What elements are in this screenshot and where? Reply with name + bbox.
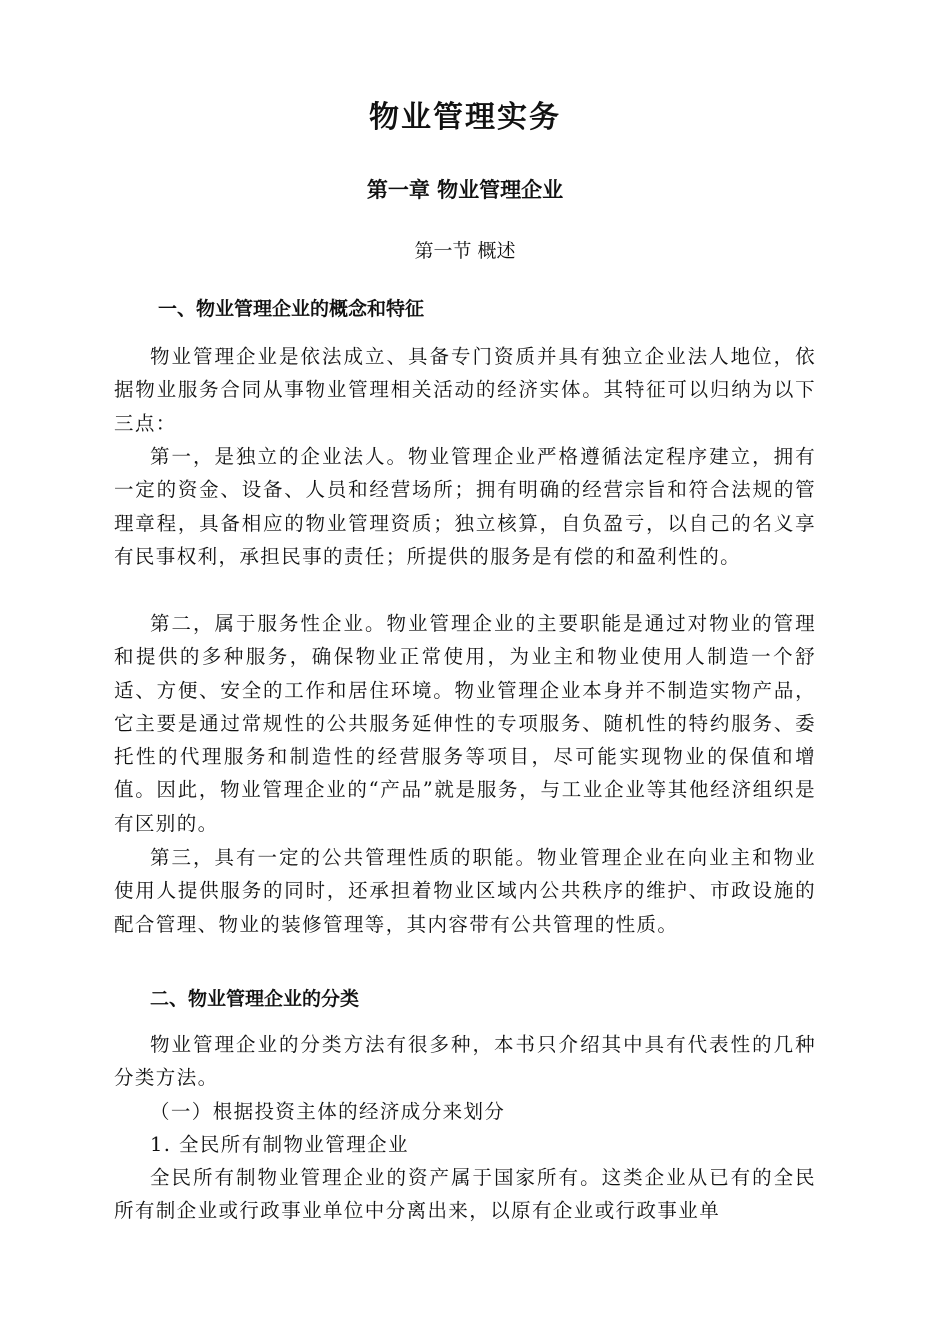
paragraph-classification-intro: 物业管理企业的分类方法有很多种，本书只介绍其中具有代表性的几种分类方法。 — [114, 1033, 816, 1090]
document-title: 物业管理实务 — [369, 100, 561, 135]
section-title: 第一节 概述 — [414, 240, 516, 262]
heading-concept-features: 一、物业管理企业的概念和特征 — [158, 298, 425, 320]
paragraph-definition: 物业管理企业是依法成立、具备专门资质并具有独立企业法人地位，依据物业服务合同从事物业管理相关活动的经济实体。其特征可以归纳为以下三点： — [114, 345, 816, 435]
heading-classification: 二、物业管理企业的分类 — [150, 988, 360, 1010]
paragraph-feature-1: 第一，是独立的企业法人。物业管理企业严格遵循法定程序建立，拥有一定的资金、设备、人员和经营场所；拥有明确的经营宗旨和符合法规的管理章程，具备相应的物业管理资质；独立核算，自负盈亏，以自己的名义享有民事权利，承担民事的责任；所提供的服务是有偿的和盈利性的。 — [114, 445, 816, 568]
list-item-state-owned: 1. 全民所有制物业管理企业 — [150, 1133, 409, 1156]
paragraph-feature-3: 第三，具有一定的公共管理性质的职能。物业管理企业在向业主和物业使用人提供服务的同时，还承担着物业区域内公共秩序的维护、市政设施的配合管理、物业的装修管理等，其内容带有公共管理的性质。 — [114, 846, 816, 936]
subheading-investment-basis: （一）根据投资主体的经济成分来划分 — [150, 1100, 506, 1123]
paragraph-feature-2: 第二，属于服务性企业。物业管理企业的主要职能是通过对物业的管理和提供的多种服务，确保物业正常使用，为业主和物业使用人制造一个舒适、方便、安全的工作和居住环境。物业管理企业本身并不制造实物产品，它主要是通过常规性的公共服务延伸性的专项服务、随机性的特约服务、委托性的代理服务和制造性的经营服务等项目，尽可能实现物业的保值和增值。因此，物业管理企业的“产品”就是服务，与工业企业等其他经济组织是有区别的。 — [114, 612, 816, 835]
paragraph-state-owned: 全民所有制物业管理企业的资产属于国家所有。这类企业从已有的全民所有制企业或行政事业单位中分离出来，以原有企业或行政事业单 — [114, 1166, 816, 1223]
chapter-title: 第一章 物业管理企业 — [366, 177, 564, 202]
